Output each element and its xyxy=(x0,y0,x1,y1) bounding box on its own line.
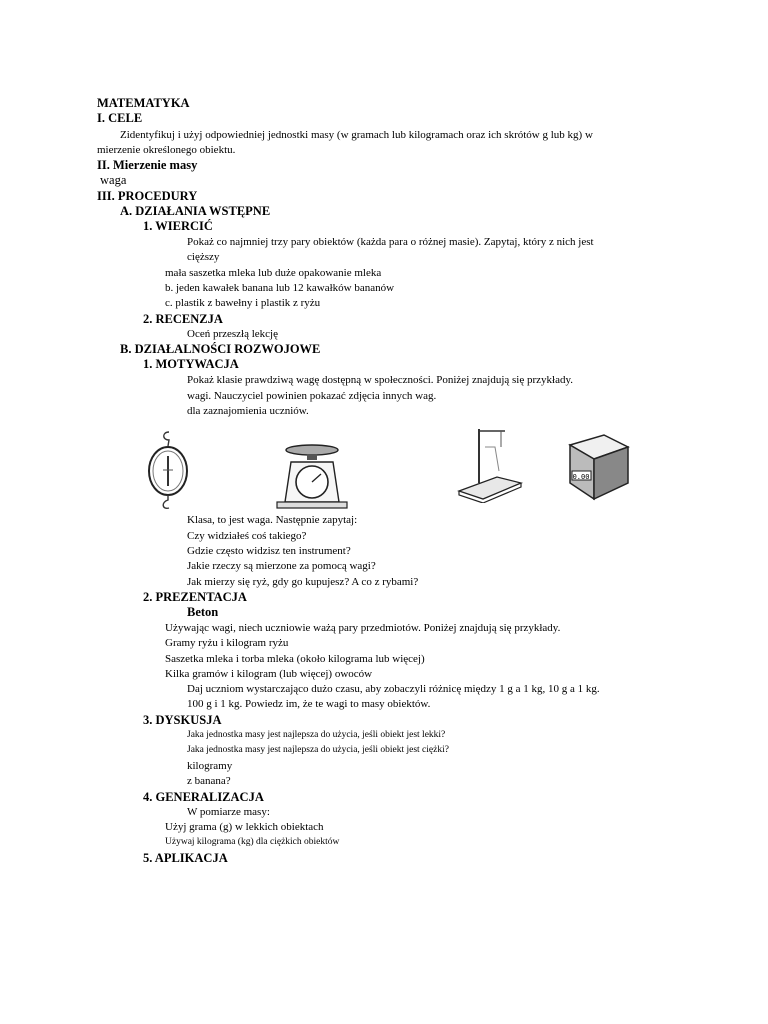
prezentacja-line-2: Gramy ryżu i kilogram ryżu xyxy=(165,637,289,649)
motywacja-q0: Klasa, to jest waga. Następnie zapytaj: xyxy=(187,514,358,526)
platform-scale-image xyxy=(455,421,537,503)
dyskusja-a1: kilogramy xyxy=(187,760,233,772)
spring-scale-image xyxy=(142,430,192,512)
motywacja-line-1: Pokaż klasie prawdziwą wagę dostępną w społeczności. Poniżej znajdują się przykłady. xyxy=(187,374,573,386)
section-mierzenie-heading: II. Mierzenie masy xyxy=(97,158,198,172)
generalizacja-heading: 4. GENERALIZACJA xyxy=(143,790,264,804)
wiercic-item-3: c. plastik z bawełny i plastik z ryżu xyxy=(165,297,321,309)
wiercic-line-2: cięższy xyxy=(187,251,220,263)
wiercic-line-1: Pokaż co najmniej trzy pary obiektów (każda para o różnej masie). Zapytaj, który z nich jest xyxy=(187,236,594,248)
dyskusja-q1: Jaka jednostka masy jest najlepsza do użycia, jeśli obiekt jest lekki? xyxy=(187,730,446,740)
mierzenie-text: waga xyxy=(100,173,127,187)
dyskusja-a2: z banana? xyxy=(187,775,231,787)
prezentacja-line-1: Używając wagi, niech uczniowie ważą pary przedmiotów. Poniżej znajdują się przykłady. xyxy=(165,622,561,634)
subsection-a-heading: A. DZIAŁANIA WSTĘPNE xyxy=(120,204,271,218)
motywacja-q3: Jakie rzeczy są mierzone za pomocą wagi? xyxy=(187,560,376,572)
generalizacja-line-2: Użyj grama (g) w lekkich obiektach xyxy=(165,821,324,833)
recenzja-text: Oceń przeszłą lekcję xyxy=(187,328,278,340)
motywacja-q2: Gdzie często widzisz ten instrument? xyxy=(187,545,351,557)
digital-scale-display: 0.00 xyxy=(572,473,590,481)
motywacja-line-2: wagi. Nauczyciel powinien pokazać zdjęcia innych wag. xyxy=(187,390,437,402)
recenzja-heading: 2. RECENZJA xyxy=(143,312,223,326)
motywacja-q1: Czy widziałeś coś takiego? xyxy=(187,530,307,542)
prezentacja-line-4: Kilka gramów i kilogram (lub więcej) owoców xyxy=(165,668,373,680)
wiercic-item-1: mała saszetka mleka lub duże opakowanie mleka xyxy=(165,267,382,279)
prezentacja-subheading: Beton xyxy=(187,605,219,619)
digital-scale-image xyxy=(560,431,632,503)
prezentacja-line-3: Saszetka mleka i torba mleka (około kilograma lub więcej) xyxy=(165,653,425,665)
generalizacja-line-1: W pomiarze masy: xyxy=(187,806,270,818)
aplikacja-heading: 5. APLIKACJA xyxy=(143,851,228,865)
prezentacja-heading: 2. PREZENTACJA xyxy=(143,590,247,604)
section-procedury-heading: III. PROCEDURY xyxy=(97,189,198,203)
motywacja-q4: Jak mierzy się ryż, gdy go kupujesz? A co z rybami? xyxy=(187,576,419,588)
section-cele-heading: I. CELE xyxy=(97,111,143,125)
wiercic-item-2: b. jeden kawałek banana lub 12 kawałków bananów xyxy=(165,282,395,294)
cele-line-1: Zidentyfikuj i użyj odpowiedniej jednostki masy (w gramach lub kilogramach oraz ich skrótów g lub kg) w xyxy=(120,129,593,141)
subsection-b-heading: B. DZIAŁALNOŚCI ROZWOJOWE xyxy=(120,342,321,356)
prezentacja-line-5: Daj uczniom wystarczająco dużo czasu, aby zobaczyli różnicę między 1 g a 1 kg, 10 g a 1 kg. xyxy=(187,683,600,695)
doc-title: MATEMATYKA xyxy=(97,96,190,110)
dyskusja-q2: Jaka jednostka masy jest najlepsza do użycia, jeśli obiekt jest ciężki? xyxy=(187,745,449,755)
prezentacja-line-6: 100 g i 1 kg. Powiedz im, że te wagi to masy obiektów. xyxy=(187,698,431,710)
wiercic-heading: 1. WIERCIĆ xyxy=(143,219,213,233)
motywacja-heading: 1. MOTYWACJA xyxy=(143,357,239,371)
cele-line-2: mierzenie określonego obiektu. xyxy=(97,144,236,156)
motywacja-line-3: dla zaznajomienia uczniów. xyxy=(187,405,309,417)
dial-kitchen-scale-image xyxy=(271,440,353,510)
generalizacja-line-3: Używaj kilograma (kg) dla ciężkich obiektów xyxy=(165,837,340,847)
dyskusja-heading: 3. DYSKUSJA xyxy=(143,713,222,727)
